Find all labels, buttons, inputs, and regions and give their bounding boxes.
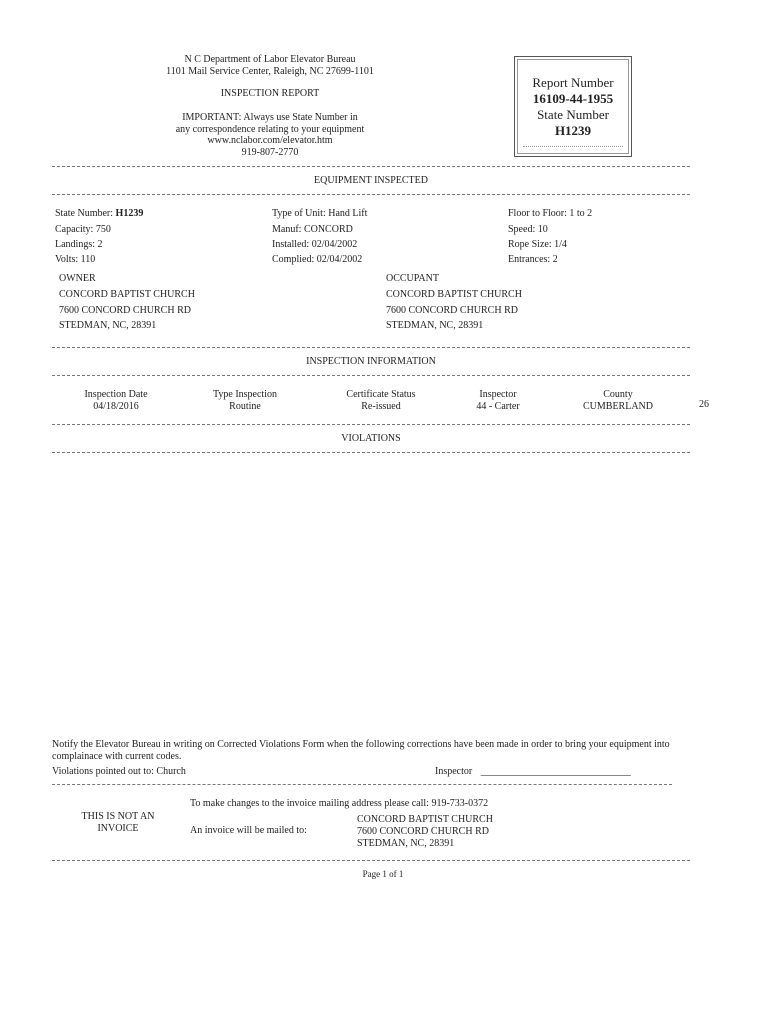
inspection-date-value: 04/18/2016 — [93, 401, 139, 412]
installed-field: Installed: 02/04/2002 — [272, 239, 358, 250]
report-number-value: 16109-44-1955 — [532, 91, 614, 106]
rope-size-field: Rope Size: 1/4 — [508, 239, 567, 250]
state-number-label: State Number — [537, 107, 609, 122]
type-of-unit-field: Type of Unit: Hand Lift — [272, 208, 368, 219]
county-value: CUMBERLAND — [582, 401, 653, 412]
owner-heading: OWNER — [59, 273, 96, 284]
not-invoice-line-2: INVOICE — [97, 823, 139, 834]
certificate-status-label: Certificate Status — [346, 389, 416, 400]
occupant-city: STEDMAN, NC, 28391 — [386, 320, 484, 331]
state-number-value: H1239 — [554, 123, 592, 138]
certificate-status-value: Re-issued — [361, 401, 401, 412]
invoice-street: 7600 CONCORD CHURCH RD — [357, 826, 489, 837]
important-line-1: IMPORTANT: Always use State Number in — [182, 112, 358, 123]
inspector-signature — [435, 766, 631, 777]
report-title: INSPECTION REPORT — [220, 88, 320, 99]
divider — [52, 194, 690, 195]
inspector-signature-line: ______________________________ — [480, 766, 631, 777]
inspection-section-title: INSPECTION INFORMATION — [306, 356, 436, 367]
side-number: 26 — [699, 399, 709, 410]
divider — [52, 347, 690, 348]
inspector-value: 44 - Carter — [476, 401, 520, 412]
invoice-mailed-to: An invoice will be mailed to: — [190, 825, 307, 836]
occupant-street: 7600 CONCORD CHURCH RD — [386, 305, 518, 316]
volts-field: Volts: 110 — [55, 254, 96, 265]
state-number-field — [55, 208, 143, 219]
header-line-2: 1101 Mail Service Center, Raleigh, NC 27699-1101 — [166, 66, 374, 77]
inspector-signature-label: Inspector — [435, 766, 473, 777]
manufacturer-field: Manuf: CONCORD — [272, 224, 353, 235]
occupant-heading: OCCUPANT — [386, 273, 439, 284]
occupant-name: CONCORD BAPTIST CHURCH — [386, 289, 522, 300]
complied-field: Complied: 02/04/2002 — [272, 254, 363, 265]
divider — [52, 784, 672, 785]
divider — [52, 375, 690, 376]
important-line-2: any correspondence relating to your equipment — [175, 124, 365, 135]
report-number-label: Report Number — [532, 75, 614, 90]
page-number: Page 1 of 1 — [362, 869, 404, 879]
divider — [52, 452, 690, 453]
header-line-1: N C Department of Labor Elevator Bureau — [184, 54, 356, 65]
notify-text-line-2: complainace with current codes. — [52, 751, 182, 762]
invoice-name: CONCORD BAPTIST CHURCH — [357, 814, 493, 825]
owner-name: CONCORD BAPTIST CHURCH — [59, 289, 195, 300]
divider — [52, 860, 690, 861]
inspector-label: Inspector — [479, 389, 517, 400]
speed-field: Speed: 10 — [508, 224, 548, 235]
invoice-city: STEDMAN, NC, 28391 — [357, 838, 455, 849]
violations-section-title: VIOLATIONS — [341, 433, 401, 444]
invoice-change-note: To make changes to the invoice mailing address please call: 919-733-0372 — [190, 798, 489, 809]
divider — [52, 424, 690, 425]
notify-text-line-1: Notify the Elevator Bureau in writing on Corrected Violations Form when the following corrections have been made in order to bring your equipment into — [52, 739, 670, 750]
phone: 919-807-2770 — [241, 147, 299, 158]
landings-field: Landings: 2 — [55, 239, 103, 250]
owner-city: STEDMAN, NC, 28391 — [59, 320, 157, 331]
county-label: County — [603, 389, 633, 400]
divider — [52, 166, 690, 167]
box-divider — [523, 146, 623, 147]
type-inspection-label: Type Inspection — [212, 389, 277, 400]
floor-to-floor-field: Floor to Floor: 1 to 2 — [508, 208, 593, 219]
violations-pointed-out: Violations pointed out to: Church — [52, 766, 186, 777]
report-number-box — [514, 56, 632, 157]
website: www.nclabor.com/elevator.htm — [207, 135, 333, 146]
entrances-field: Entrances: 2 — [508, 254, 558, 265]
equipment-section-title: EQUIPMENT INSPECTED — [314, 175, 428, 186]
inspection-date-label: Inspection Date — [84, 389, 148, 400]
type-inspection-value: Routine — [229, 401, 261, 412]
owner-street: 7600 CONCORD CHURCH RD — [59, 305, 191, 316]
not-invoice-line-1: THIS IS NOT AN — [81, 811, 155, 822]
state-number-field-value: H1239 — [115, 208, 144, 219]
state-number-field-label: State Number: — [55, 208, 114, 219]
capacity-field: Capacity: 750 — [55, 224, 111, 235]
